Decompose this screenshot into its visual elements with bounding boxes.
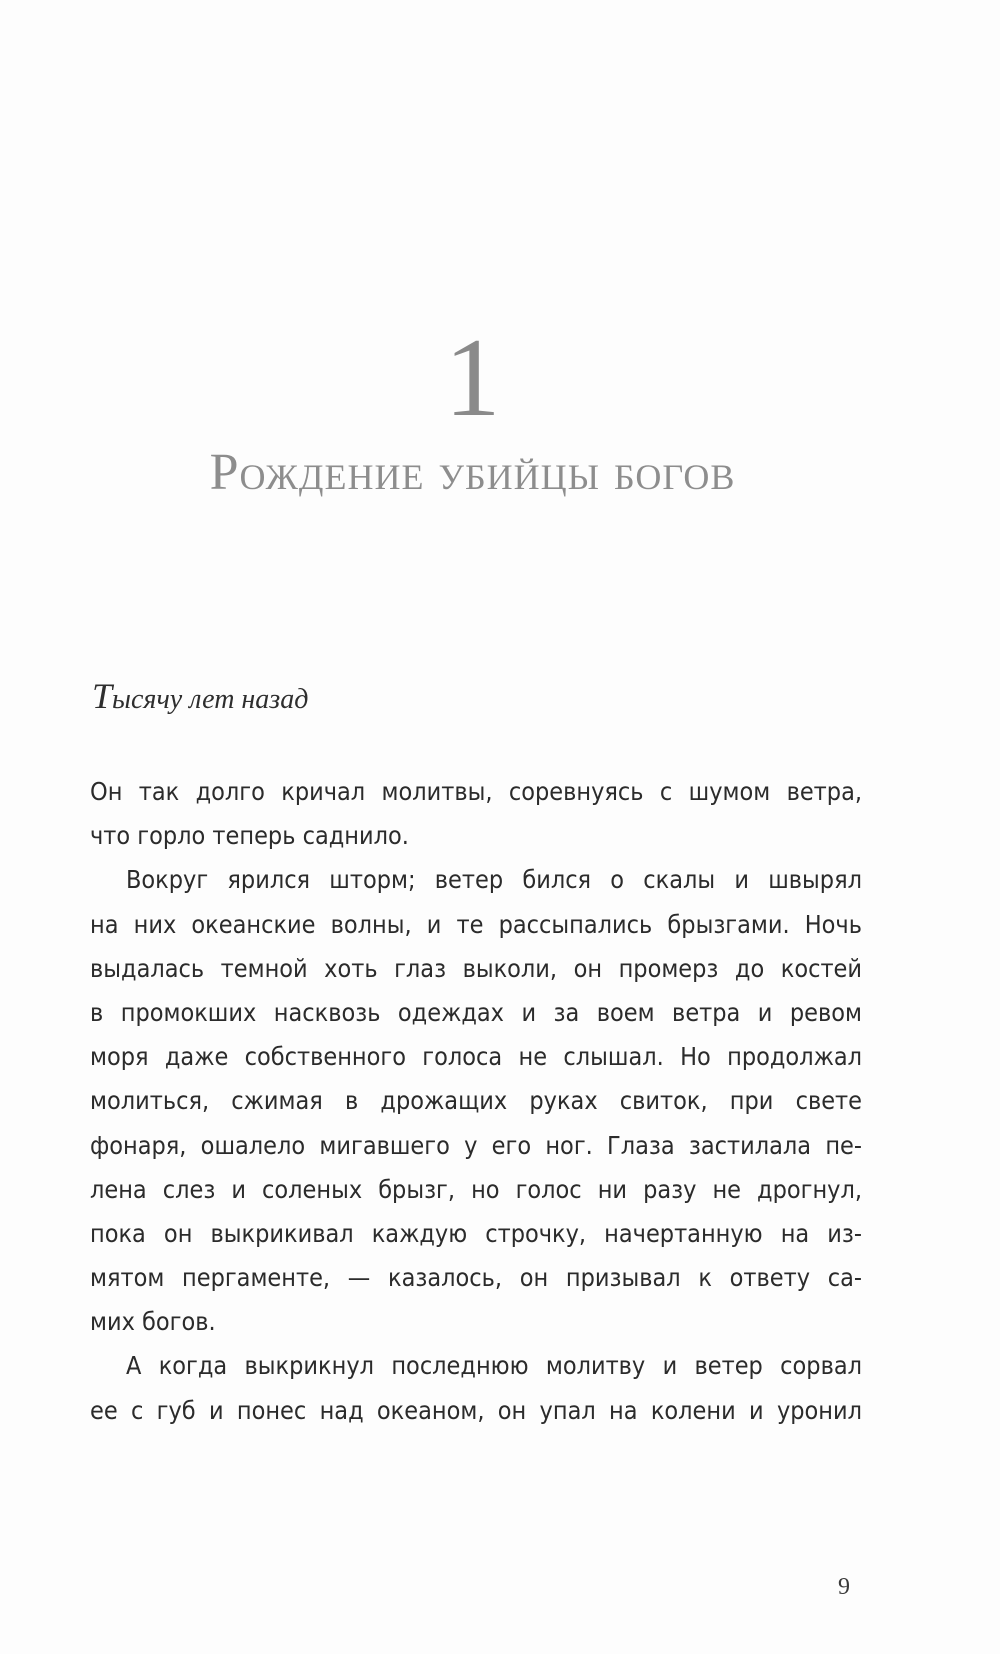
text-line: ее с губ и понес над океаном, он упал на колени и уронил (90, 1395, 862, 1425)
subtitle-rest: ысячу лет назад (112, 684, 309, 715)
text-line: лена слез и соленых брызг, но голос ни разу не дрогнул, (90, 1174, 862, 1204)
page-number: 9 (838, 1574, 850, 1600)
text-line: мятом пергаменте, — казалось, он призывал к ответу са- (90, 1263, 862, 1293)
chapter-epigraph-time (92, 676, 308, 720)
text-line: мих богов. (90, 1307, 216, 1337)
text-line: Он так долго кричал молитвы, соревнуясь с шумом ветра, (90, 777, 862, 806)
chapter-title: Рождение убийцы богов (209, 444, 736, 501)
text-line: на них океанские волны, и те рассыпались брызгами. Ночь (90, 909, 862, 939)
text-line: пока он выкрикивал каждую строчку, начертанную на из- (90, 1218, 862, 1248)
text-line: фонаря, ошалело мигавшего у его ног. Глаза застилала пе- (90, 1130, 862, 1160)
chapter-number: 1 (444, 316, 501, 440)
body-text (90, 770, 862, 1433)
text-line: А когда выкрикнул последнюю молитву и ветер сорвал (126, 1351, 862, 1381)
text-line: в промокших насквозь одеждах и за воем ветра и ревом (90, 997, 862, 1027)
text-line: выдалась темной хоть глаз выколи, он промерз до костей (90, 953, 862, 983)
text-line: моря даже собственного голоса не слышал. Но продолжал (90, 1042, 862, 1072)
text-line: Вокруг ярился шторм; ветер бился о скалы и швырял (126, 865, 862, 895)
subtitle-initial: Т (92, 676, 113, 716)
text-line: молиться, сжимая в дрожащих руках свиток, при свете (90, 1086, 862, 1116)
text-line: что горло теперь саднило. (90, 821, 409, 851)
